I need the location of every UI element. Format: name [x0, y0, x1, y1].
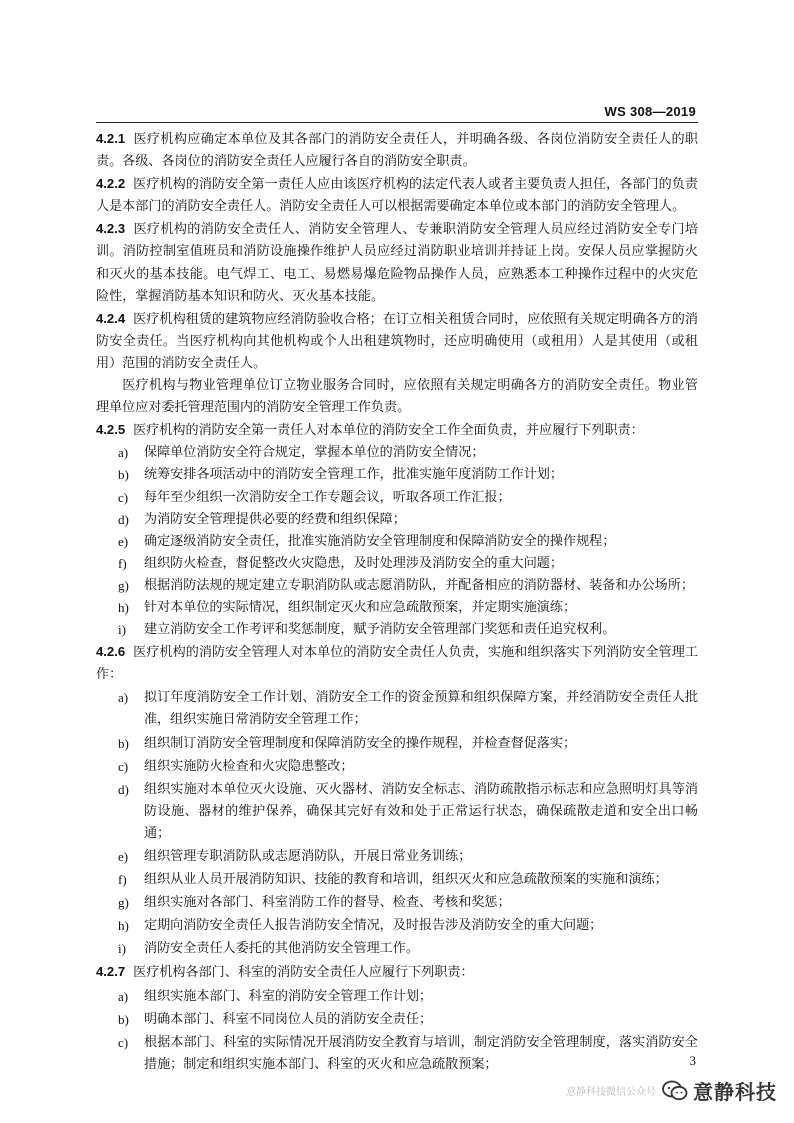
list-label: f) — [118, 555, 127, 571]
list-text: 定期向消防安全责任人报告消防安全情况，及时报告涉及消防安全的重大问题； — [144, 918, 603, 934]
clause-number: 4.2.2 — [96, 176, 126, 192]
list-text: 为消防安全管理提供必要的经费和组织保障； — [144, 511, 406, 527]
clause-text: 医疗机构的消防安全第一责任人对本单位的消防安全工作全面负责，并应履行下列职责： — [133, 423, 644, 439]
list-item — [96, 733, 698, 755]
clause-4-2-4-paragraph: 医疗机构与物业管理单位订立物业服务合同时，应依照有关规定明确各方的消防安全责任。物业管理单位应对委托管理范围内的消防安全管理工作负责。 — [96, 378, 698, 416]
list-item — [96, 597, 698, 619]
list-label: h) — [118, 599, 129, 615]
clause-number: 4.2.4 — [96, 310, 126, 326]
clause-4-2-3 — [96, 218, 698, 307]
list-label: b) — [118, 735, 129, 751]
list-text: 组织从业人员开展消防知识、技能的教育和培训，组织灭火和应急疏散预案的实施和演练； — [144, 872, 668, 888]
list-item — [96, 531, 698, 553]
wechat-icon — [662, 1080, 688, 1102]
clause-text: 医疗机构的消防安全管理人对本单位的消防安全责任人负责，实施和组织落实下列消防安全管理工作： — [96, 645, 698, 683]
list-item — [96, 892, 698, 914]
list-item — [96, 1032, 698, 1076]
list-label: e) — [118, 849, 129, 864]
list-item — [96, 619, 698, 641]
list-text: 建立消防安全工作考评和奖惩制度，赋予消防安全管理部门奖惩和责任追究权利。 — [144, 622, 616, 638]
clause-number: 4.2.6 — [96, 644, 126, 660]
header-rule — [96, 122, 698, 123]
list-item — [96, 938, 698, 960]
list-text: 针对本单位的实际情况，组织制定灭火和应急疏散预案，并定期实施演练； — [144, 599, 577, 615]
list-label: d) — [118, 511, 129, 527]
page-number: 3 — [689, 1053, 696, 1068]
list-item — [96, 464, 698, 486]
clause-number: 4.2.3 — [96, 221, 126, 237]
list-label: g) — [118, 895, 129, 911]
clause-4-2-4 — [96, 308, 698, 375]
watermark — [566, 1076, 777, 1105]
list-text: 组织防火检查，督促整改火灾隐患，及时处理涉及消防安全的重大问题； — [144, 555, 563, 571]
list-item — [96, 509, 698, 531]
list-label: f) — [118, 872, 127, 888]
watermark-brand: 意静科技 — [693, 1080, 777, 1104]
clause-text: 医疗机构的消防安全责任人、消防安全管理人、专兼职消防安全管理人员应经过消防安全专门培训。消防控制室值班员和消防设施操作维护人员应经过消防职业培训并持证上岗。安保人员应掌握防火和灭火的基本技能。电气焊工、电工、易燃易爆危险物品操作人员，应熟悉本工种操作过程中的火灾危险性，掌握消防基本知识和防火、灭火基本技能。 — [96, 222, 698, 304]
list-text: 组织实施对各部门、科室消防工作的督导、检查、考核和奖惩； — [144, 895, 511, 911]
clause-4-2-5 — [96, 419, 698, 442]
document-body — [96, 128, 698, 1077]
clause-number: 4.2.1 — [96, 131, 126, 146]
clause-4-2-6 — [96, 641, 698, 686]
clause-text: 医疗机构租赁的建筑物应经消防验收合格；在订立相关租赁合同时，应依照有关规定明确各方的消防安全责任。当医疗机构向其他机构或个人出租建筑物时，还应明确使用（或租用）人是其使用（或租用）范围的消防安全责任人。 — [96, 311, 698, 371]
list-item — [96, 442, 698, 464]
list-label: c) — [118, 758, 129, 774]
watermark-logo — [662, 1076, 777, 1105]
list-item — [96, 846, 698, 868]
clause-number: 4.2.7 — [96, 964, 126, 980]
list-label: i) — [118, 622, 126, 638]
list-label: b) — [118, 1011, 129, 1027]
list-item — [96, 869, 698, 891]
list-item — [96, 487, 698, 509]
list-label: e) — [118, 533, 129, 549]
list-label: d) — [118, 781, 129, 797]
list-text: 根据本部门、科室的实际情况开展消防安全教育与培训，制定消防安全管理制度，落实消防安全措施；制定和组织实施本部门、科室的灭火和应急疏散预案； — [144, 1034, 698, 1072]
watermark-caption: 意静科技微信公众号 — [566, 1087, 656, 1098]
list-item — [96, 756, 698, 778]
list-text: 组织实施对本单位灭火设施、灭火器材、消防安全标志、消防疏散指示标志和应急照明灯具等消防设施、器材的维护保养，确保其完好有效和处于正常运行状态，确保疏散走道和安全出口畅通； — [144, 781, 698, 841]
list-label: b) — [118, 467, 129, 483]
list-item — [96, 1009, 698, 1031]
list-label: h) — [118, 918, 129, 934]
list-label: c) — [118, 489, 129, 505]
list-text: 确定逐级消防安全责任，批准实施消防安全管理制度和保障消防安全的操作规程； — [144, 533, 616, 549]
list-label: a) — [118, 690, 129, 706]
clause-4-2-1 — [96, 128, 698, 173]
list-text: 拟订年度消防安全工作计划、消防安全工作的资金预算和组织保障方案，并经消防安全责任人批准，组织实施日常消防安全管理工作； — [144, 690, 698, 728]
list-label: i) — [118, 941, 126, 957]
list-text: 保障单位消防安全符合规定，掌握本单位的消防安全情况； — [144, 445, 485, 461]
list-text: 组织实施防火检查和火灾隐患整改； — [144, 758, 354, 774]
list-item — [96, 575, 698, 597]
clause-text: 医疗机构的消防安全第一责任人应由该医疗机构的法定代表人或者主要负责人担任，各部门的负责人是本部门的消防安全责任人。消防安全责任人可以根据需要确定本单位或本部门的消防安全管理人。 — [96, 177, 698, 215]
list-label: a) — [118, 988, 129, 1004]
list-item — [96, 779, 698, 845]
list-text: 消防安全责任人委托的其他消防安全管理工作。 — [144, 941, 419, 957]
list-text: 每年至少组织一次消防安全工作专题会议，听取各项工作汇报； — [144, 489, 511, 505]
clause-4-2-7 — [96, 961, 698, 984]
list-label: g) — [118, 577, 129, 593]
list-item — [96, 915, 698, 937]
clause-4-2-2 — [96, 173, 698, 218]
list-label: c) — [118, 1034, 129, 1050]
list-text: 明确本部门、科室不同岗位人员的消防安全责任； — [144, 1011, 433, 1027]
document-code: WS 308—2019 — [604, 104, 696, 119]
list-text: 统筹安排各项活动中的消防安全管理工作，批准实施年度消防工作计划； — [144, 467, 563, 483]
list-item — [96, 553, 698, 575]
list-item — [96, 986, 698, 1008]
list-text: 根据消防法规的规定建立专职消防队或志愿消防队，并配备相应的消防器材、装备和办公场所； — [144, 577, 694, 593]
list-item — [96, 687, 698, 731]
clause-number: 4.2.5 — [96, 422, 126, 438]
list-text: 组织实施本部门、科室的消防安全管理工作计划； — [144, 988, 433, 1004]
list-text: 组织管理专职消防队或志愿消防队，开展日常业务训练； — [144, 849, 472, 864]
list-label: a) — [118, 445, 129, 461]
list-text: 组织制订消防安全管理制度和保障消防安全的操作规程，并检查督促落实； — [144, 735, 577, 751]
clause-text: 医疗机构各部门、科室的消防安全责任人应履行下列职责： — [133, 965, 474, 981]
clause-text: 医疗机构应确定本单位及其各部门的消防安全责任人，并明确各级、各岗位消防安全责任人的职责。各级、各岗位的消防安全责任人应履行各自的消防安全职责。 — [96, 132, 698, 170]
